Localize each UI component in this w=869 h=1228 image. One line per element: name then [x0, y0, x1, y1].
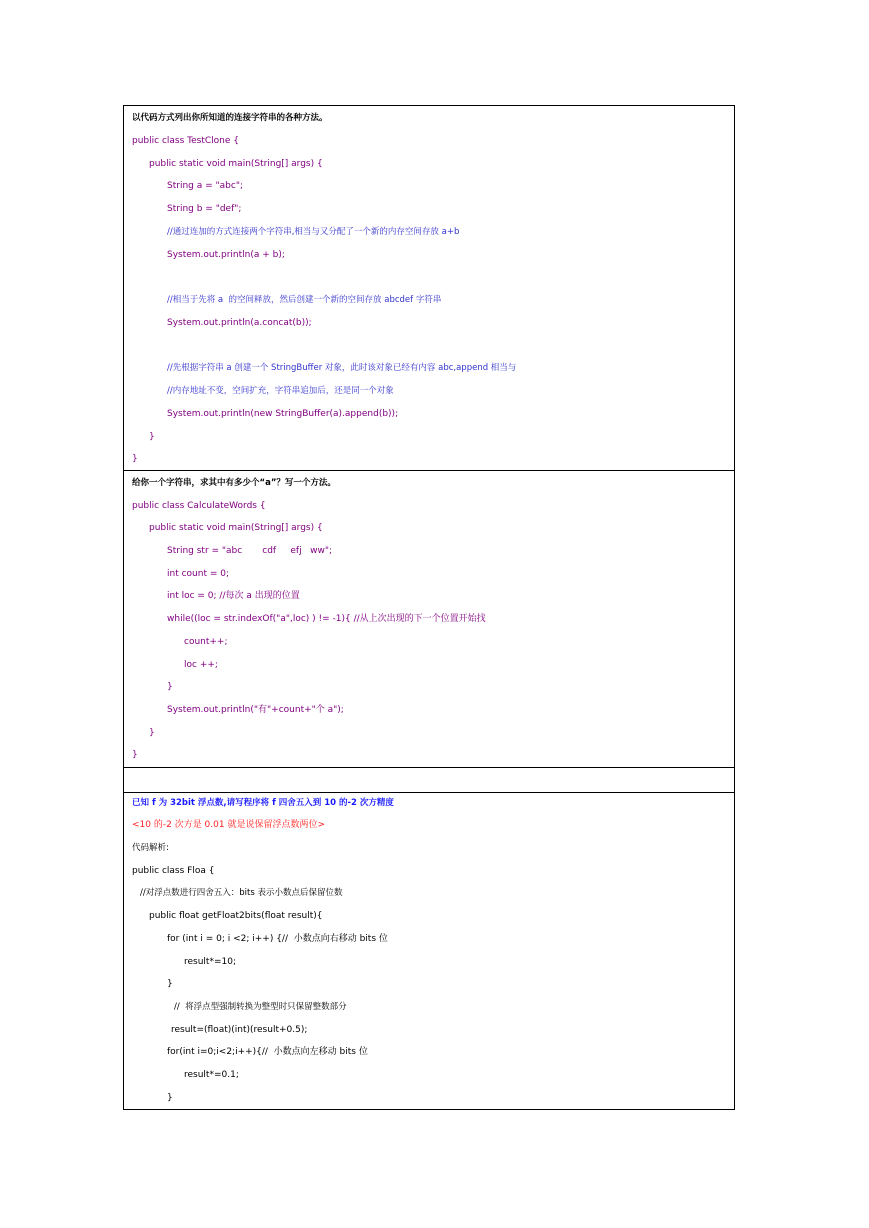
- code-line: int loc = 0; //每次 a 出现的位置: [167, 591, 300, 601]
- code-line: for(int i=0;i<2;i++){// 小数点向左移动 bits 位: [167, 1047, 368, 1057]
- code-line: public class Floa {: [132, 866, 215, 876]
- section-concat-strings: [123, 105, 735, 471]
- code-comment: //相当于先将 a 的空间释放，然后创建一个新的空间存放 abcdef 字符串: [167, 295, 442, 305]
- code-comment: //先根据字符串 a 创建一个 StringBuffer 对象，此时该对象已经有内容 abc,append 相当与: [167, 363, 517, 373]
- code-line: loc ++;: [184, 660, 218, 670]
- code-line: }: [149, 728, 155, 738]
- section-title: 已知 f 为 32bit 浮点数,请写程序将 f 四舍五入到 10 的-2 次方精度: [132, 798, 394, 808]
- code-comment: //对浮点数进行四舍五入：bits 表示小数点后保留位数: [140, 888, 343, 898]
- code-line: String a = "abc";: [167, 181, 243, 191]
- code-line: System.out.println(new StringBuffer(a).append(b));: [167, 409, 399, 419]
- code-line: }: [132, 750, 138, 760]
- code-line: }: [149, 432, 155, 442]
- code-line: while((loc = str.indexOf("a",loc) ) != -1){ //从上次出现的下一个位置开始找: [167, 614, 486, 624]
- code-line: for (int i = 0; i <2; i++) {// 小数点向右移动 bits 位: [167, 934, 388, 944]
- code-line: result=(float)(int)(result+0.5);: [171, 1025, 308, 1035]
- section-count-a: [123, 470, 735, 768]
- code-line: count++;: [184, 637, 228, 647]
- code-line: }: [167, 1093, 173, 1103]
- section-title: 以代码方式列出你所知道的连接字符串的各种方法。: [132, 113, 328, 123]
- code-line: System.out.println(a.concat(b));: [167, 318, 312, 328]
- code-line: public static void main(String[] args) {: [149, 159, 323, 169]
- code-line: System.out.println(a + b);: [167, 250, 285, 260]
- section-title: 给你一个字符串，求其中有多少个“a”？写一个方法。: [132, 478, 336, 488]
- section-label: 代码解析:: [132, 843, 169, 853]
- code-line: }: [132, 454, 138, 464]
- code-line: public class TestClone {: [132, 136, 239, 146]
- section-note: <10 的-2 次方是 0.01 就是说保留浮点数两位>: [132, 820, 325, 830]
- code-comment: //内存地址不变，空间扩充，字符串追加后，还是同一个对象: [167, 386, 394, 396]
- code-line: result*=0.1;: [184, 1070, 239, 1080]
- code-line: }: [167, 979, 173, 989]
- code-line: result*=10;: [184, 957, 236, 967]
- code-comment: //通过连加的方式连接两个字符串,相当与又分配了一个新的内存空间存放 a+b: [167, 227, 460, 237]
- code-line: String b = "def";: [167, 204, 242, 214]
- code-comment: // 将浮点型强制转换为整型时只保留整数部分: [174, 1002, 347, 1012]
- code-line: System.out.println("有"+count+"个 a");: [167, 705, 344, 715]
- code-line: int count = 0;: [167, 569, 230, 579]
- empty-row: [123, 767, 735, 793]
- code-line: public float getFloat2bits(float result){: [149, 911, 323, 921]
- code-line: String str = "abc cdf efj ww";: [167, 546, 333, 556]
- code-line: public class CalculateWords {: [132, 501, 266, 511]
- section-round-float: [123, 792, 735, 1110]
- code-line: public static void main(String[] args) {: [149, 523, 323, 533]
- code-line: }: [167, 682, 173, 692]
